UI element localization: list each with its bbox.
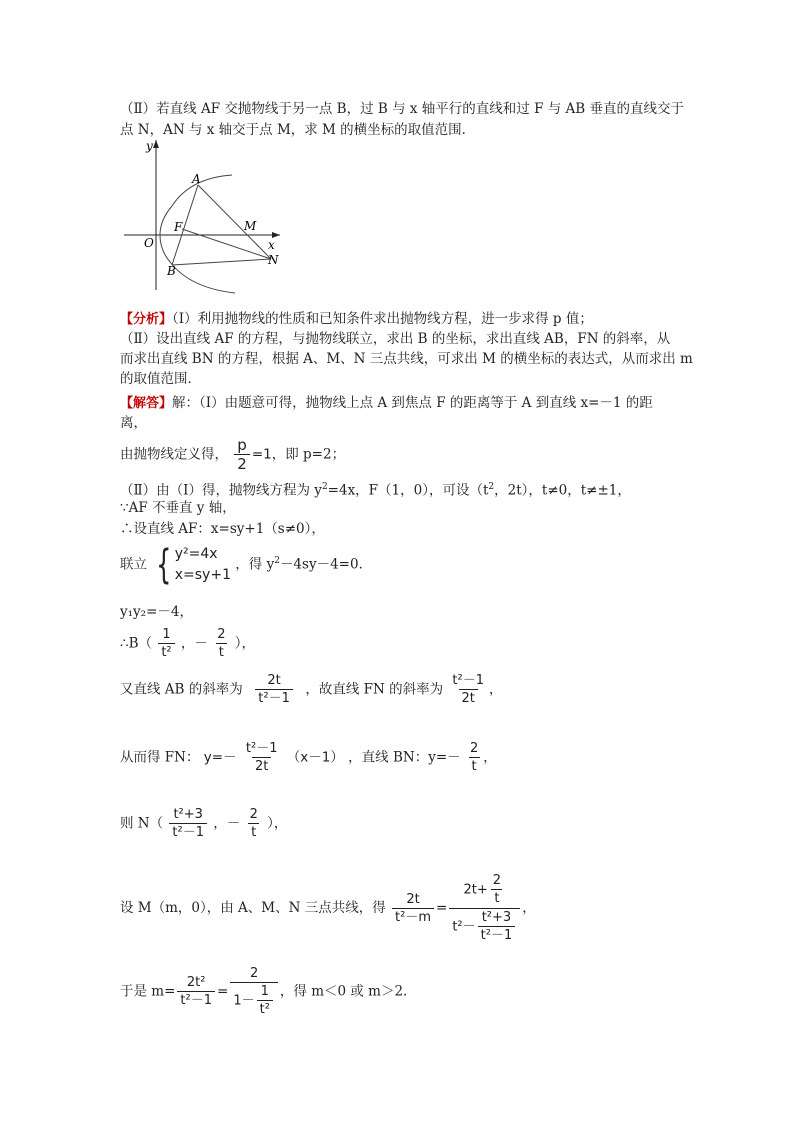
analysis-line1: 【分析】（Ⅰ）利用抛物线的性质和已知条件求出抛物线方程，进一步求得 p 值； <box>120 311 593 327</box>
solution-slope-line: 又直线 AB 的斜率为 $\frac{2t}{\text{t²－1}}$ ，故直线 FN 的斜率为 $\frac{\text{t²－1}}{2t}$ ， <box>120 673 503 706</box>
solution-system-line: 联立 { y²=4x x=sy+1 ，得 $y^2-4sy-4=0$． <box>120 542 373 588</box>
problem-part2-line2: 点 N，AN 与 x 轴交于点 M，求 M 的横坐标的取值范围． <box>120 122 476 138</box>
solution-point-n-line: 则 N（ $\frac{\text{t²+3}}{\text{t²－1}}$ ，－ $\frac{2}{t}$ ）， <box>120 807 288 840</box>
solution-y1y2-line: y₁y₂=－4， <box>120 604 193 620</box>
label-O: O <box>144 236 154 250</box>
label-A: A <box>192 172 201 186</box>
label-N: N <box>268 253 279 267</box>
line-BN <box>172 259 271 265</box>
solution-tag: 【解答】 <box>120 396 173 411</box>
parabola-figure <box>120 138 290 298</box>
solution-point-b-line: ∴B（ $\frac{1}{\text{t²}}$ ，－ $\frac{2}{t}$ ）， <box>120 627 256 660</box>
fraction-p-over-2: $\frac{p}{2}$ <box>234 437 250 473</box>
label-B: B <box>167 264 176 278</box>
solution-collinear-line: 设 M（m，0），由 A、M、N 三点共线，得 $\frac{2t}{\text{t²－m}}$ = 2t+ $\frac{2}{t}$ t²－ $\frac{\text{t²+3}}{\text{t²－1}}$ ， <box>120 873 536 943</box>
solution-definition-line: 由抛物线定义得， $\frac{p}{2}$ =1，即 p=2； <box>120 436 346 473</box>
y-axis-arrow <box>153 140 159 148</box>
label-F: F <box>174 220 183 234</box>
solution-because-line: ∵AF 不垂直 y 轴， <box>120 500 236 516</box>
analysis-line4: 的取值范围． <box>120 371 201 387</box>
analysis-line2: （Ⅱ）设出直线 AF 的方程，与抛物线联立，求出 B 的坐标，求出直线 AB，FN 的斜率，从 <box>120 331 671 347</box>
label-M: M <box>244 219 257 233</box>
line-FN <box>182 229 271 259</box>
line-AN <box>198 185 271 259</box>
solution-line1: 【解答】解：（Ⅰ）由题意可得，抛物线上点 A 到焦点 F 的距离等于 A 到直线 x=－1 的距 <box>120 395 653 411</box>
analysis-line3: 而求出直线 BN 的方程，根据 A、M、N 三点共线，可求出 M 的横坐标的表达式，从而求出 m <box>120 351 693 367</box>
solution-final-line: 于是 m= $\frac{\text{2t²}}{\text{t²－1}}$ = 2 1－ $\frac{1}{\text{t²}}$ ，得 m＜0 或 m＞2． <box>120 966 417 1017</box>
label-x: x <box>268 238 275 252</box>
solution-set-af-line: ∴设直线 AF：x=sy+1（s≠0）， <box>120 521 325 537</box>
solution-line2: 离， <box>120 415 147 431</box>
equation-system: { y²=4x x=sy+1 <box>156 542 231 588</box>
label-y: y <box>146 139 153 153</box>
compound-fraction: 2t+ $\frac{2}{t}$ t²－ $\frac{\text{t²+3}}{\text{t²－1}}$ <box>449 872 520 945</box>
solution-fn-line: 从而得 FN： y=－ $\frac{\text{t²－1}}{2t}$ （x－1） ，直线 BN：y=－ $\frac{2}{t}$ ， <box>120 741 497 774</box>
problem-part2-line1: （Ⅱ）若直线 AF 交抛物线于另一点 B，过 B 与 x 轴平行的直线和过 F 与 AB 垂直的直线交于 <box>120 101 684 117</box>
solution-part2-line: （Ⅱ）由（Ⅰ）得，抛物线方程为 $y^2=4x$，F（1，0），可设（$t^2$，2t），t≠0，t≠±1， <box>120 482 631 499</box>
analysis-tag: 【分析】 <box>120 312 173 327</box>
